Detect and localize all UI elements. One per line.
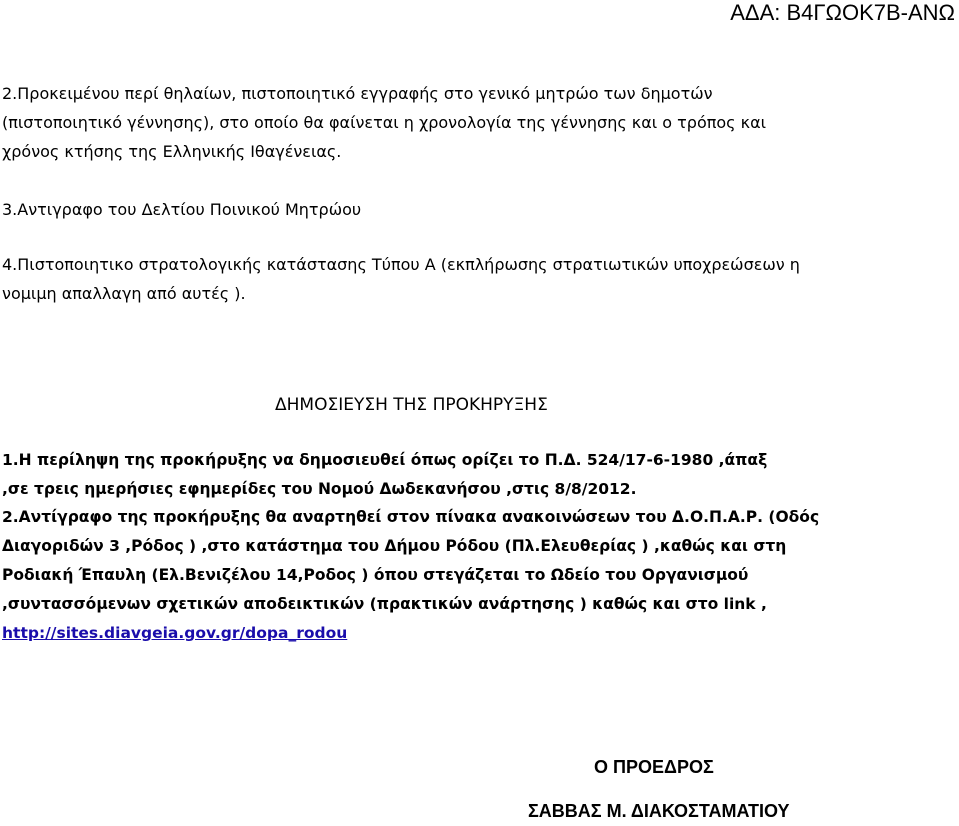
document-item-2-line: (πιστοποιητικό γέννησης), στο οποίο θα φαίνεται η χρονολογία της γέννησης και ο τρόπος και <box>2 113 767 132</box>
publication-item-2-line: ,συντασσόμενων σχετικών αποδεικτικών (πρακτικών ανάρτησης ) καθώς και στο link , <box>2 595 767 613</box>
diavgeia-link[interactable]: http://sites.diavgeia.gov.gr/dopa_rodou <box>2 624 348 642</box>
publication-item-1-line: 1.Η περίληψη της προκήρυξης να δημοσιευθεί όπως ορίζει το Π.Δ. 524/17-6-1980 ,άπαξ <box>2 451 768 469</box>
document-item-3: 3.Αντιγραφο του Δελτίου Ποινικού Μητρώου <box>2 200 362 219</box>
ada-code: ΑΔΑ: Β4ΓΩΟΚ7Β-ΑΝΩ <box>730 0 955 25</box>
publication-item-2 <box>2 503 819 648</box>
document-item-2-line: 2.Προκειμένου περί θηλαίων, πιστοποιητικό εγγραφής στο γενικό μητρώο των δημοτών <box>2 84 713 103</box>
signature-title: Ο ΠΡΟΕΔΡΟΣ <box>594 757 714 777</box>
publication-heading: ΔΗΜΟΣΙΕΥΣΗ ΤΗΣ ΠΡΟΚΗΡΥΞΗΣ <box>275 395 548 415</box>
document-item-2-line: χρόνος κτήσης της Ελληνικής Ιθαγένειας. <box>2 142 342 161</box>
document-item-4 <box>2 250 800 308</box>
publication-item-1 <box>2 446 767 504</box>
signature-name: ΣΑΒΒΑΣ Μ. ΔΙΑΚΟΣΤΑΜΑΤΙΟΥ <box>528 801 790 821</box>
document-item-2 <box>2 79 766 166</box>
publication-item-2-line: Διαγοριδών 3 ,Ρόδος ) ,στο κατάστημα του Δήμου Ρόδου (Πλ.Ελευθερίας ) ,καθώς και στη <box>2 537 787 555</box>
publication-item-2-line: Ροδιακή Έπαυλη (Ελ.Βενιζέλου 14,Ροδος ) όπου στεγάζεται το Ωδείο του Οργανισμού <box>2 566 749 584</box>
publication-item-2-line: 2.Αντίγραφο της προκήρυξης θα αναρτηθεί στον πίνακα ανακοινώσεων του Δ.Ο.Π.Α.Ρ. (Οδός <box>2 508 820 526</box>
document-item-4-line: νομιμη απαλλαγη από αυτές ). <box>2 284 246 303</box>
document-item-4-line: 4.Πιστοποιητικο στρατολογικής κατάστασης Τύπου Α (εκπλήρωσης στρατιωτικών υποχρεώσεων η <box>2 255 800 274</box>
publication-item-1-line: ,σε τρεις ημερήσιες εφημερίδες του Νομού Δωδεκανήσου ,στις 8/8/2012. <box>2 480 637 498</box>
